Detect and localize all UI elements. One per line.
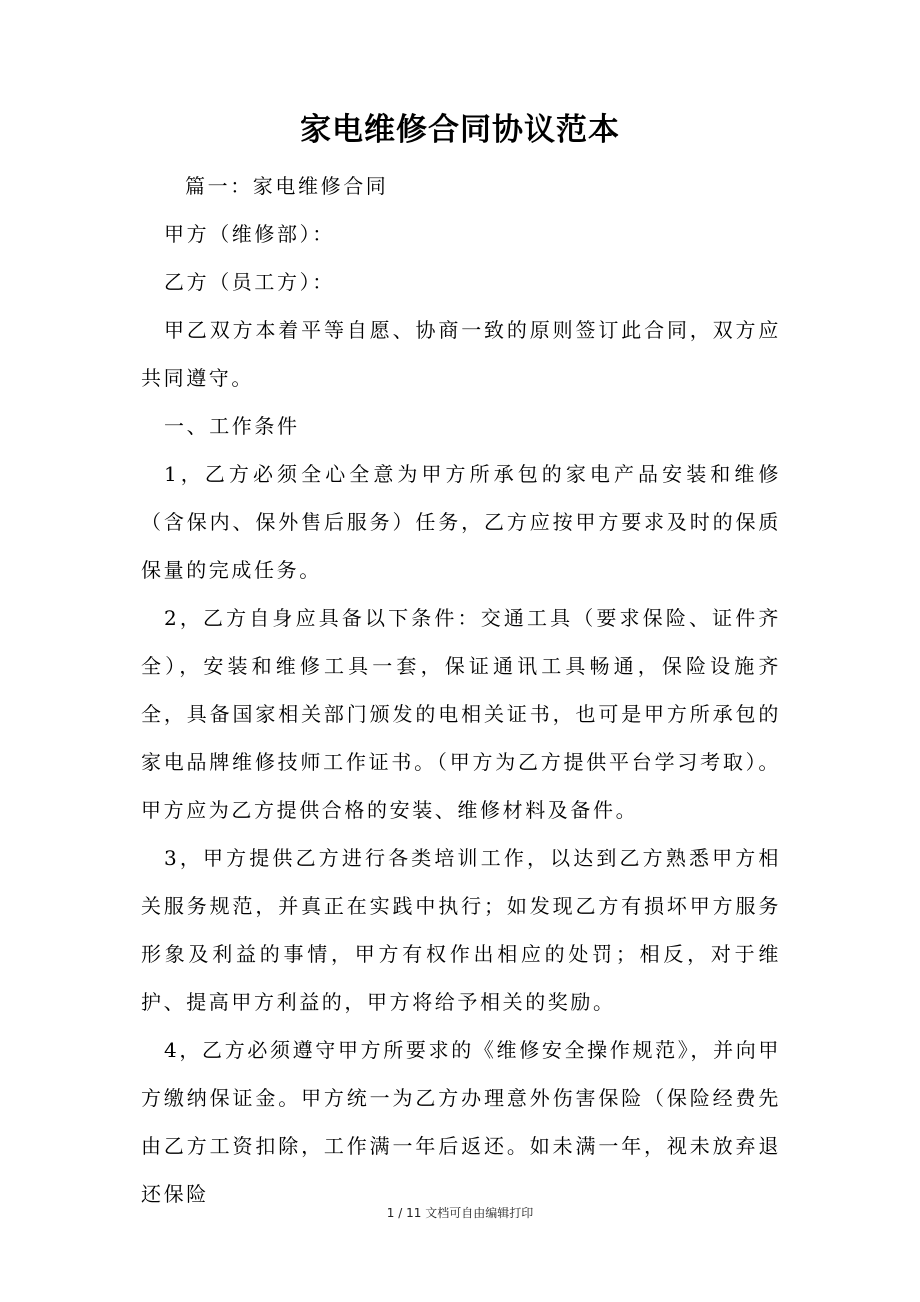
party-a-line: 甲方（维修部）：: [164, 222, 335, 246]
clause-paragraph-4: 4，乙方必须遵守甲方所要求的《维修安全操作规范》，并向甲方缴纳保证金。甲方统一为乙方办理意外伤害保险（保险经费先由乙方工资扣除，工作满一年后返还。如未满一年，视未放弃退还保险: [141, 1038, 781, 1206]
clause-heading: 一、工作条件: [164, 414, 300, 438]
page-footer: 1 / 11 文档可自由编辑打印: [386, 1206, 534, 1220]
document-title: 家电维修合同协议范本: [300, 112, 620, 148]
document-body: [141, 162, 781, 1218]
clause-paragraph-1: 1，乙方必须全心全意为甲方所承包的家电产品安装和维修（含保内、保外售后服务）任务，乙方应按甲方要求及时的保质保量的完成任务。: [141, 462, 781, 582]
clause-paragraph-2: 2，乙方自身应具备以下条件：交通工具（要求保险、证件齐全），安装和维修工具一套，保证通讯工具畅通，保险设施齐全，具备国家相关部门颁发的电相关证书，也可是甲方所承包的家电品牌维修技师工作证书。（甲方为乙方提供平台学习考取）。甲方应为乙方提供合格的安装、维修材料及备件。: [141, 606, 781, 822]
intro-paragraph: 甲乙双方本着平等自愿、协商一致的原则签订此合同，双方应共同遵守。: [141, 318, 781, 390]
section-heading: 篇一：家电维修合同: [185, 174, 389, 198]
party-b-line: 乙方（员工方）：: [164, 270, 335, 294]
clause-paragraph-3: 3，甲方提供乙方进行各类培训工作，以达到乙方熟悉甲方相关服务规范，并真正在实践中执行；如发现乙方有损坏甲方服务形象及利益的事情，甲方有权作出相应的处罚；相反，对于维护、提高甲方利益的，甲方将给予相关的奖励。: [141, 846, 781, 1014]
